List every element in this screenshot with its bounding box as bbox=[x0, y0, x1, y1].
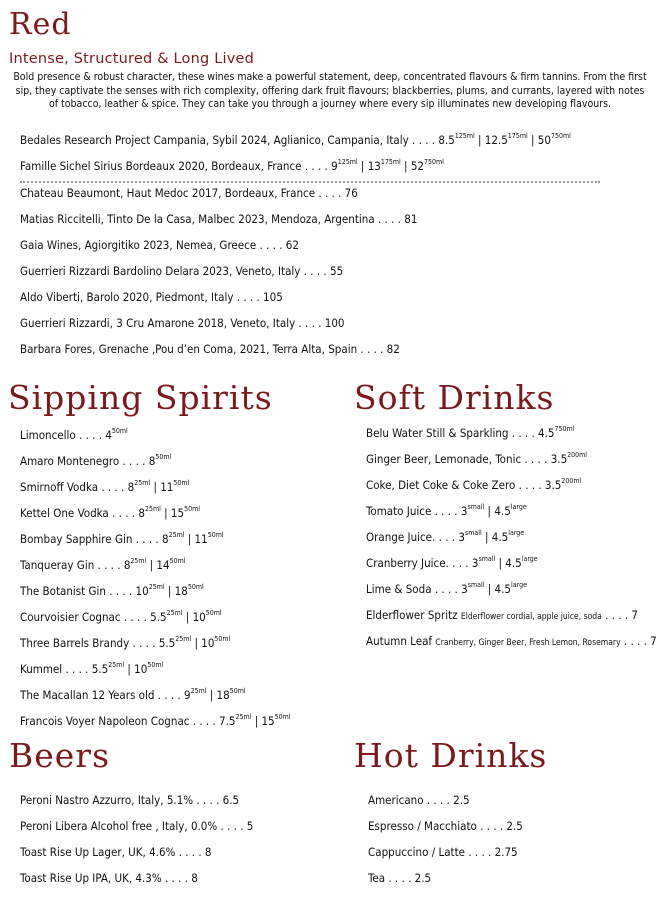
menu-item: Coke, Diet Coke & Coke Zero . . . . $3.5^{200ml}$ bbox=[366, 477, 582, 492]
menu-item: The Botanist Gin . . . . $10^{25ml}$ | $18^{50ml}$ bbox=[20, 583, 204, 598]
menu-item: Americano . . . . 2.5 bbox=[368, 793, 470, 807]
menu-item: Famille Sichel Sirius Bordeaux 2020, Bordeaux, France . . . . $9^{125ml}$ | $13^{175ml}$ | $52^{750ml}$ bbox=[20, 158, 444, 173]
menu-item: Orange Juice. . . . $3^{small}$ | $4.5^{large}$ bbox=[366, 529, 525, 544]
menu-item: Tea . . . . 2.5 bbox=[368, 871, 432, 885]
menu-item: Guerrieri Rizzardi, 3 Cru Amarone 2018, Veneto, Italy . . . . 100 bbox=[20, 316, 345, 330]
red-description: Bold presence & robust character, these wines make a powerful statement, deep, concentrated flavours & firm tannins. From the first sip, they captivate the senses with rich complexity, offering dark fruit flavours; blackberries, plums, and currants, layered with notes of tobacco, leather & spice. They can take you through a journey where every sip illuminates new developing flavours. bbox=[13, 71, 647, 110]
section-title-red: Red bbox=[9, 7, 72, 42]
menu-item: Kummel . . . . $5.5^{25ml}$ | $10^{50ml}$ bbox=[20, 661, 164, 676]
menu-item: Barbara Fores, Grenache ,Pou d’en Coma, 2021, Terra Alta, Spain . . . . 82 bbox=[20, 342, 400, 356]
menu-item: Smirnoff Vodka . . . . $8^{25ml}$ | $11^{50ml}$ bbox=[20, 479, 190, 494]
menu-item: Bombay Sapphire Gin . . . . $8^{25ml}$ | $11^{50ml}$ bbox=[20, 531, 224, 546]
section-title-beers: Beers bbox=[9, 736, 111, 775]
menu-item: Amaro Montenegro . . . . $8^{50ml}$ bbox=[20, 453, 172, 468]
menu-item: Three Barrels Brandy . . . . $5.5^{25ml}$ | $10^{50ml}$ bbox=[20, 635, 231, 650]
menu-item: Espresso / Macchiato . . . . 2.5 bbox=[368, 819, 523, 833]
menu-item: Limoncello . . . . $4^{50ml}$ bbox=[20, 427, 128, 442]
menu-item: Kettel One Vodka . . . . $8^{25ml}$ | $15^{50ml}$ bbox=[20, 505, 200, 520]
section-title-soft-drinks: Soft Drinks bbox=[354, 378, 555, 417]
menu-item: Cappuccino / Latte . . . . 2.75 bbox=[368, 845, 518, 859]
menu-item: Toast Rise Up Lager, UK, 4.6% . . . . 8 bbox=[20, 845, 212, 859]
menu-item: Toast Rise Up IPA, UK, 4.3% . . . . 8 bbox=[20, 871, 198, 885]
menu-item: Bedales Research Project Campania, Sybil 2024, Aglianico, Campania, Italy . . . . $8.5^{125ml}$ | $12.5^{175ml}$ | $50^{750ml}$ bbox=[20, 132, 571, 147]
menu-item: Gaia Wines, Agiorgitiko 2023, Nemea, Greece . . . . 62 bbox=[20, 238, 299, 252]
menu-item: Matias Riccitelli, Tinto De la Casa, Malbec 2023, Mendoza, Argentina . . . . 81 bbox=[20, 212, 418, 226]
section-title-hot-drinks: Hot Drinks bbox=[354, 736, 548, 775]
menu-item: Tomato Juice . . . . $3^{small}$ | $4.5^{large}$ bbox=[366, 503, 527, 518]
menu-item: Peroni Nastro Azzurro, Italy, 5.1% . . . . 6.5 bbox=[20, 793, 240, 807]
menu-item: Chateau Beaumont, Haut Medoc 2017, Bordeaux, France . . . . 76 bbox=[20, 186, 358, 200]
section-title-spirits: Sipping Spirits bbox=[8, 378, 273, 417]
menu-item: Autumn Leaf Cranberry, Ginger Beer, Fresh Lemon, Rosemary . . . . 7 bbox=[366, 634, 657, 648]
menu-item: Peroni Libera Alcohol free , Italy, 0.0% . . . . 5 bbox=[20, 819, 254, 833]
menu-item: Tanqueray Gin . . . . $8^{25ml}$ | $14^{50ml}$ bbox=[20, 557, 186, 572]
menu-item: Elderflower Spritz Elderflower cordial, apple juice, soda . . . . 7 bbox=[366, 608, 638, 622]
menu-item: Lime & Soda . . . . $3^{small}$ | $4.5^{large}$ bbox=[366, 581, 527, 596]
dotted-divider bbox=[20, 181, 600, 185]
menu-item: Cranberry Juice. . . . $3^{small}$ | $4.5^{large}$ bbox=[366, 555, 538, 570]
menu-item: Francois Voyer Napoleon Cognac . . . . $7.5^{25ml}$ | $15^{50ml}$ bbox=[20, 713, 291, 728]
red-subtitle: Intense, Structured & Long Lived bbox=[9, 51, 255, 67]
menu-item: Aldo Viberti, Barolo 2020, Piedmont, Italy . . . . 105 bbox=[20, 290, 283, 304]
menu-item: Guerrieri Rizzardi Bardolino Delara 2023, Veneto, Italy . . . . 55 bbox=[20, 264, 344, 278]
menu-item: The Macallan 12 Years old . . . . $9^{25ml}$ | $18^{50ml}$ bbox=[20, 687, 246, 702]
menu-item: Belu Water Still & Sparkling . . . . $4.5^{750ml}$ bbox=[366, 425, 575, 440]
menu-item: Courvoisier Cognac . . . . $5.5^{25ml}$ | $10^{50ml}$ bbox=[20, 609, 222, 624]
menu-item: Ginger Beer, Lemonade, Tonic . . . . $3.5^{200ml}$ bbox=[366, 451, 588, 466]
